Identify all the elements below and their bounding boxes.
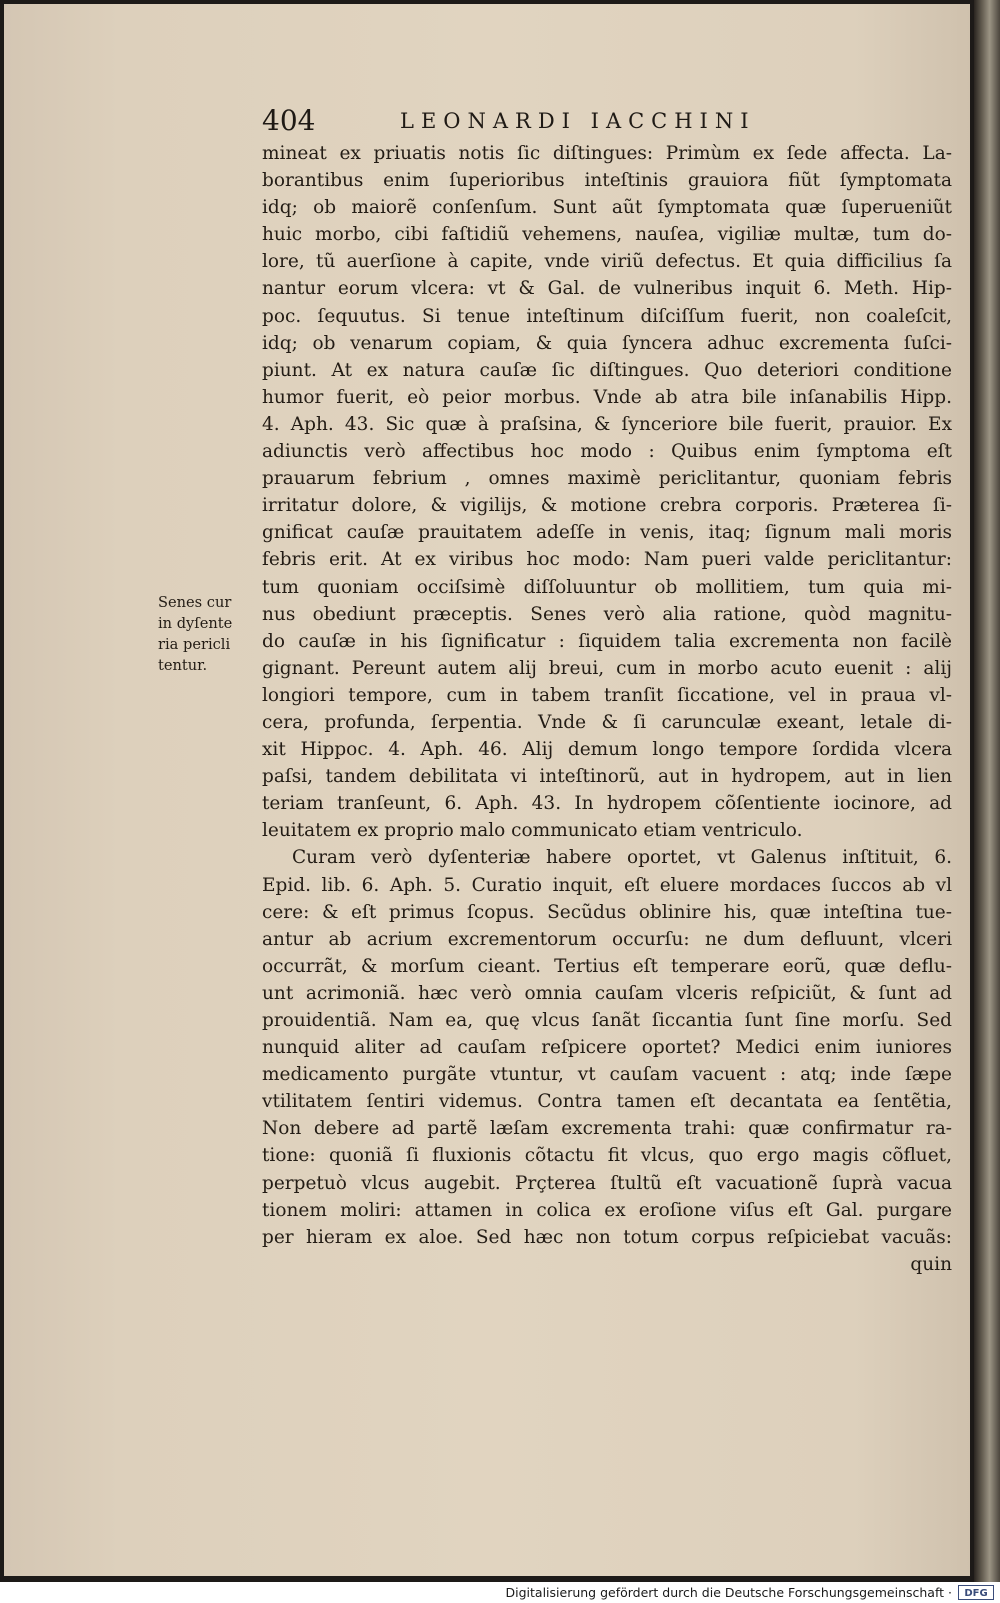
text-line: nus obediunt præceptis. Senes verò alia ratione, quòd magnitu- — [262, 603, 952, 625]
text-line: tum quoniam occiſsimè diſſoluuntur ob mollitiem, tum quia mi- — [262, 576, 952, 598]
text-line: Epid. lib. 6. Aph. 5. Curatio inquit, eſt eluere mordaces ſuccos ab vl — [262, 874, 952, 896]
text-line: vtilitatem ſentiri videmus. Contra tamen eſt decantata ea ſentẽtia, — [262, 1091, 952, 1113]
text-line: antur ab acrium excrementorum occurſu: ne dum defluunt, vlceri — [262, 928, 952, 950]
text-line: medicamento purgãte vtuntur, vt cauſam vacuent : atq; inde ſæpe — [262, 1064, 952, 1086]
main-text-block — [262, 140, 952, 1280]
text-line: per hieram ex aloe. Sed hæc non totum corpus reſpiciebat vacuãs: — [262, 1226, 952, 1248]
page-edge-strip — [974, 0, 1000, 1582]
text-line: xit Hippoc. 4. Aph. 46. Alij demum longo tempore ſordida vlcera — [262, 739, 952, 761]
margin-note-line: tentur. — [158, 657, 208, 674]
text-line: occurrãt, & morſum cieant. Tertius eſt temperare eorũ, quæ deflu- — [262, 955, 952, 977]
text-line: Non debere ad partẽ læſam excrementa trahi: quæ confirmatur ra- — [262, 1118, 952, 1140]
margin-note-line: in dyſente — [158, 615, 233, 632]
page-header — [262, 104, 952, 138]
text-line: teriam tranſeunt, 6. Aph. 43. In hydropem cõſentiente iocinore, ad — [262, 793, 952, 815]
text-line: humor fuerit, eò peior morbus. Vnde ab atra bile inſanabilis Hipp. — [262, 386, 952, 408]
text-line: cere: & eſt primus ſcopus. Secũdus oblinire his, quæ inteſtina tue- — [262, 901, 952, 923]
margin-note-line: Senes cur — [158, 594, 232, 611]
funding-credit: Digitalisierung gefördert durch die Deutsche Forschungsgemeinschaft · — [505, 1585, 952, 1600]
text-line: do cauſæ in his ſignificatur : ſiquidem talia excrementa non facilè — [262, 630, 952, 652]
text-line: 4. Aph. 43. Sic quæ à praſsina, & ſynceriore bile fuerit, prauior. Ex — [262, 413, 952, 435]
text-line: gnificat cauſæ prauitatem adeſſe in venis, itaq; ſignum mali moris — [262, 522, 952, 544]
text-line: lore, tũ auerſione à capite, vnde viriũ defectus. Et quia difficilius ſa — [262, 251, 952, 273]
text-line: cera, profunda, ſerpentia. Vnde & ſi carunculæ exeant, letale di- — [262, 711, 952, 733]
text-line: piunt. At ex natura cauſæ ſic diſtingues. Quo deteriori conditione — [262, 359, 952, 381]
text-line: prauarum febrium , omnes maximè periclitantur, quoniam febris — [262, 468, 952, 490]
text-line: adiunctis verò affectibus hoc modo : Quibus enim ſymptoma eſt — [262, 441, 952, 463]
text-line: longiori tempore, cum in tabem tranſit ſiccatione, vel in praua vl- — [262, 684, 952, 706]
text-line: borantibus enim ſuperioribus inteſtinis grauiora fiũt ſymptomata — [262, 170, 952, 192]
text-line: tionem moliri: attamen in colica ex eroſione viſus eſt Gal. purgare — [262, 1199, 952, 1221]
text-line: febris erit. At ex viribus hoc modo: Nam pueri valde periclitantur: — [262, 549, 952, 571]
text-line: paſsi, tandem debilitata vi inteſtinorũ, aut in hydropem, aut in lien — [262, 766, 952, 788]
text-line: mineat ex priuatis notis ſic diſtingues: Primùm ex ſede affecta. La- — [262, 143, 952, 164]
text-line: prouidentiã. Nam ea, quę vlcus ſanãt ſiccantia ſunt ſine morſu. Sed — [262, 1010, 952, 1031]
catchword: quin — [910, 1253, 952, 1275]
text-line: nantur eorum vlcera: vt & Gal. de vulneribus inquit 6. Meth. Hip- — [262, 278, 952, 300]
digitization-footer — [0, 1582, 1000, 1603]
text-line: poc. ſequutus. Si tenue inteſtinum diſciſſum fuerit, non coaleſcit, — [262, 305, 952, 327]
text-line-paragraph-end: leuitatem ex proprio malo communicato etiam ventriculo. — [262, 820, 803, 842]
text-line: unt acrimoniã. hæc verò omnia cauſam vlceris reſpiciũt, & ſunt ad — [262, 982, 952, 1004]
text-line: perpetuò vlcus augebit. Prçterea ſtultũ eſt vacuationẽ ſuprà vacua — [262, 1172, 952, 1194]
margin-note — [158, 592, 253, 676]
text-line: gignant. Pereunt autem alij breui, cum in morbo acuto euenit : alij — [262, 657, 952, 679]
text-line-paragraph-start: Curam verò dyſenteriæ habere oportet, vt Galenus inſtituit, 6. — [292, 847, 952, 869]
text-line: irritatur dolore, & vigilijs, & motione crebra corporis. Præterea ſi- — [262, 495, 952, 517]
margin-note-line: ria pericli — [158, 636, 231, 653]
dfg-logo: DFG — [958, 1585, 994, 1600]
running-head: LEONARDI IACCHINI — [400, 109, 756, 133]
text-line: idq; ob venarum copiam, & quia ſyncera adhuc excrementa ſuſci- — [262, 332, 952, 354]
text-line: nunquid aliter ad cauſam reſpicere oportet? Medici enim iuniores — [262, 1037, 952, 1059]
text-line: idq; ob maiorẽ conſenſum. Sunt aũt ſymptomata quæ ſuperueniũt — [262, 197, 952, 219]
page-number: 404 — [262, 104, 316, 137]
text-line: huic morbo, cibi faſtidiũ vehemens, nauſea, vigiliæ multæ, tum do- — [262, 224, 952, 246]
text-line: tione: quoniã ſi fluxionis cõtactu fit vlcus, quo ergo magis cõfluet, — [262, 1145, 952, 1167]
